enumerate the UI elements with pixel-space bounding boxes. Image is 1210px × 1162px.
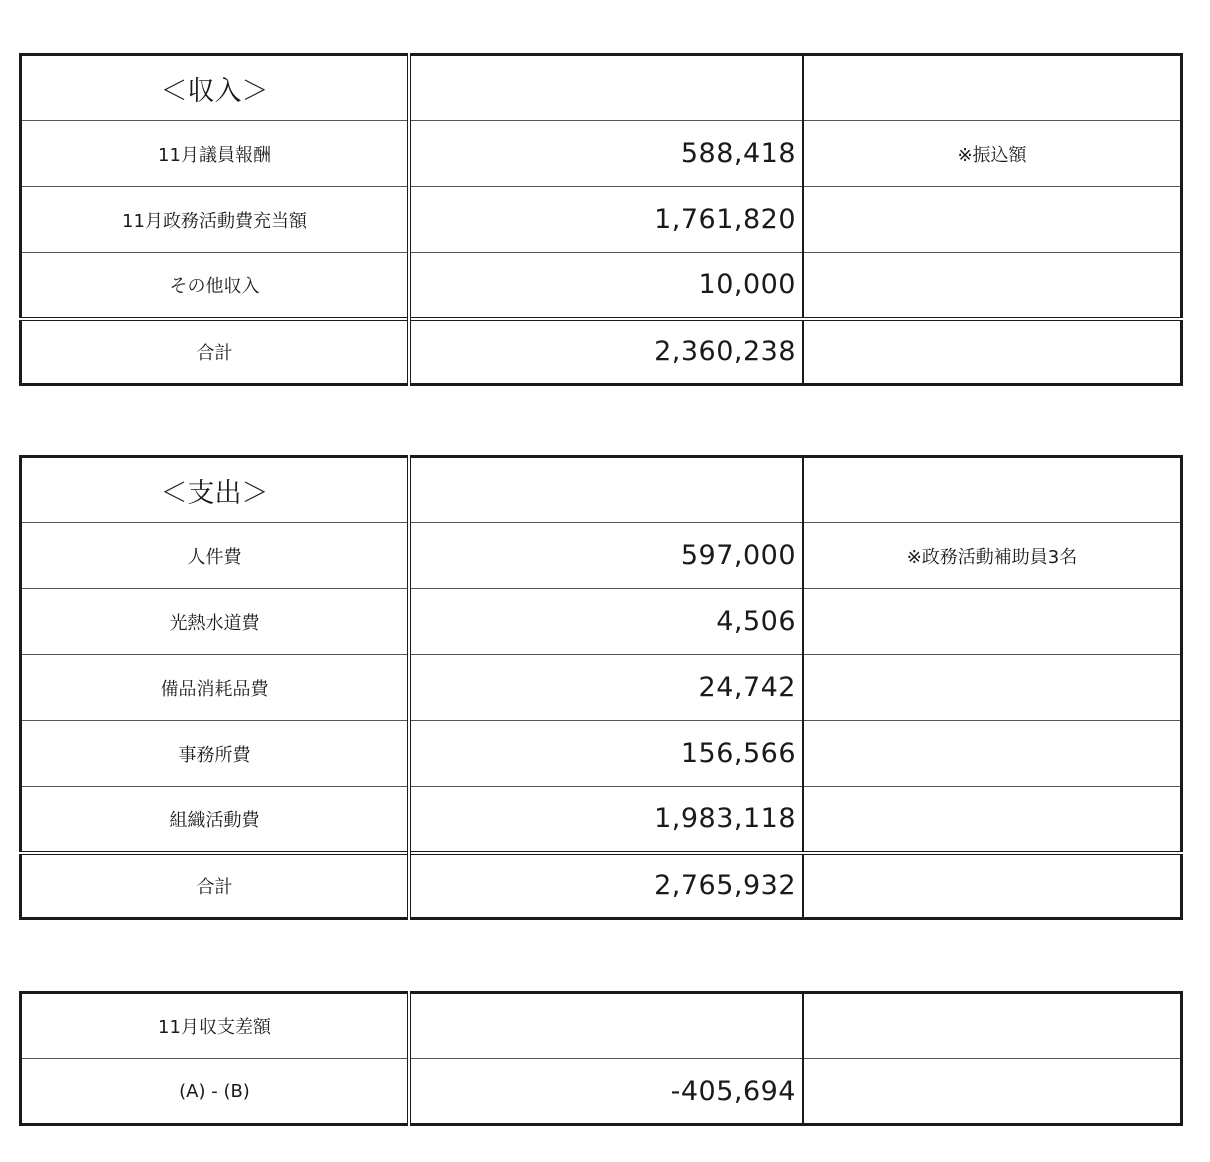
row-amount: 156,566 <box>409 721 803 787</box>
expense-total-row <box>21 853 1182 919</box>
total-label: 合計 <box>21 853 410 919</box>
difference-table <box>19 991 1183 1126</box>
row-label: 光熱水道費 <box>21 589 410 655</box>
row-label: 事務所費 <box>21 721 410 787</box>
difference-title-note-cell <box>803 993 1182 1059</box>
row-label: 人件費 <box>21 523 410 589</box>
difference-title-row <box>21 993 1182 1059</box>
table-row <box>21 589 1182 655</box>
row-amount: 588,418 <box>409 121 803 187</box>
table-row <box>21 187 1182 253</box>
row-amount: 1,983,118 <box>409 787 803 853</box>
row-label: 11月政務活動費充当額 <box>21 187 410 253</box>
income-total-row <box>21 319 1182 385</box>
row-note <box>803 187 1182 253</box>
expense-header: ＜支出＞ <box>21 457 410 523</box>
row-label: その他収入 <box>21 253 410 319</box>
table-row <box>21 253 1182 319</box>
row-note: ※政務活動補助員3名 <box>803 523 1182 589</box>
row-amount: 1,761,820 <box>409 187 803 253</box>
expense-header-note-cell <box>803 457 1182 523</box>
income-header-note-cell <box>803 55 1182 121</box>
income-header: ＜収入＞ <box>21 55 410 121</box>
row-label: 組織活動費 <box>21 787 410 853</box>
total-note-cell <box>803 319 1182 385</box>
row-note <box>803 253 1182 319</box>
total-label: 合計 <box>21 319 410 385</box>
difference-title: 11月収支差額 <box>21 993 410 1059</box>
expense-header-row <box>21 457 1182 523</box>
income-header-amount-cell <box>409 55 803 121</box>
row-label: 備品消耗品費 <box>21 655 410 721</box>
row-label: 11月議員報酬 <box>21 121 410 187</box>
expense-table <box>19 455 1183 920</box>
difference-note-cell <box>803 1059 1182 1125</box>
row-amount: 597,000 <box>409 523 803 589</box>
total-note-cell <box>803 853 1182 919</box>
row-note <box>803 589 1182 655</box>
total-amount: 2,360,238 <box>409 319 803 385</box>
table-row <box>21 721 1182 787</box>
expense-header-amount-cell <box>409 457 803 523</box>
table-row <box>21 523 1182 589</box>
income-header-row <box>21 55 1182 121</box>
table-row <box>21 121 1182 187</box>
row-note <box>803 787 1182 853</box>
difference-title-amount-cell <box>409 993 803 1059</box>
difference-amount: -405,694 <box>409 1059 803 1125</box>
table-row <box>21 655 1182 721</box>
difference-formula: (A) - (B) <box>21 1059 410 1125</box>
difference-value-row <box>21 1059 1182 1125</box>
row-note <box>803 655 1182 721</box>
row-note <box>803 721 1182 787</box>
row-amount: 4,506 <box>409 589 803 655</box>
row-amount: 24,742 <box>409 655 803 721</box>
table-row <box>21 787 1182 853</box>
total-amount: 2,765,932 <box>409 853 803 919</box>
row-amount: 10,000 <box>409 253 803 319</box>
row-note: ※振込額 <box>803 121 1182 187</box>
income-table <box>19 53 1183 386</box>
